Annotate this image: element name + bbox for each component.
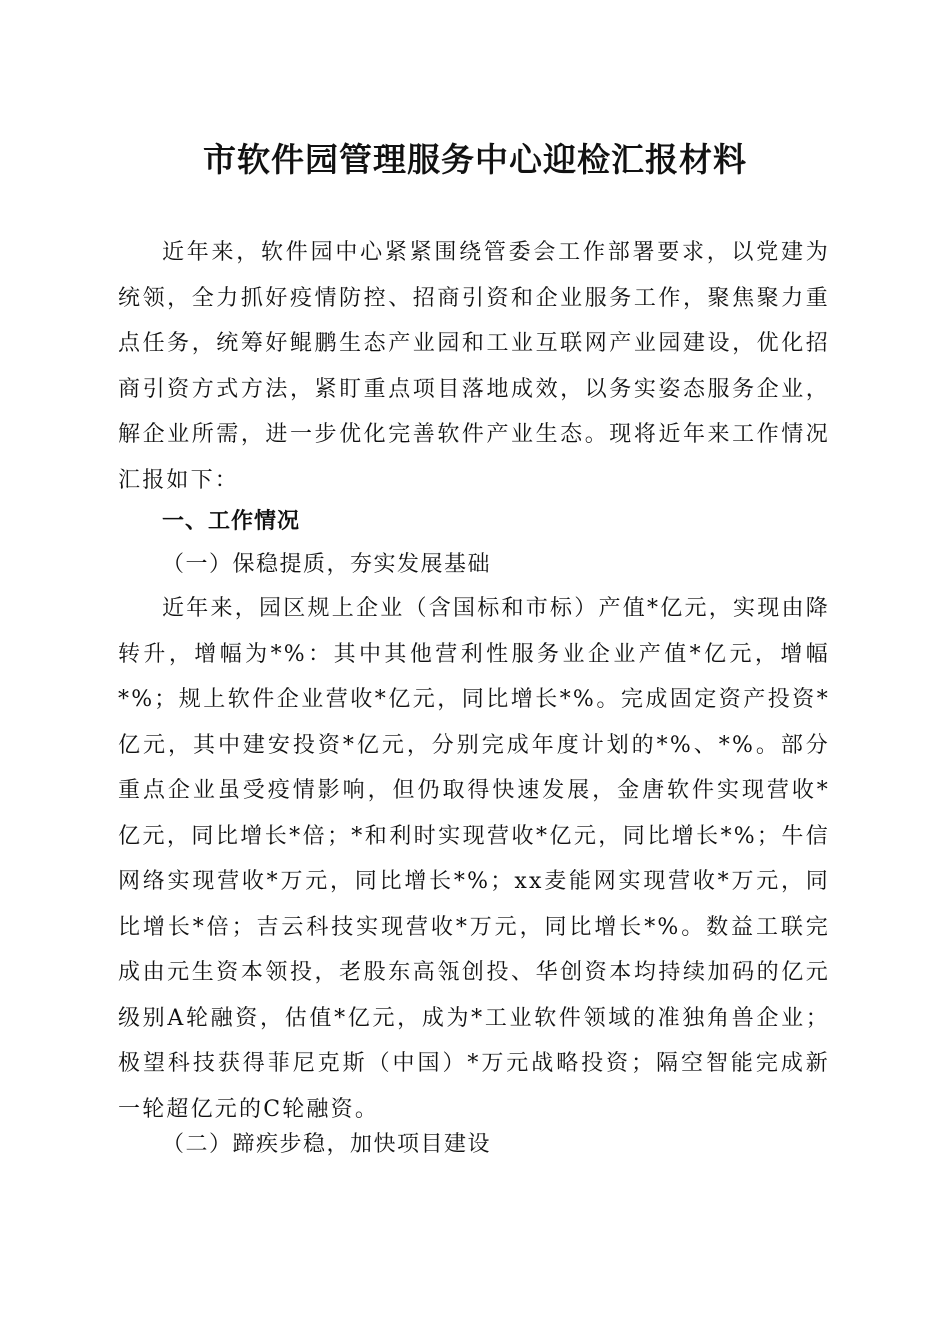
section-heading-work-status: 一、工作情况 [162, 509, 301, 534]
subsection-heading-stability: （一）保稳提质，夯实发展基础 [162, 552, 492, 577]
document-title: 市软件园管理服务中心迎检汇报材料 [203, 140, 747, 179]
intro-paragraph: 近年来，软件园中心紧紧围绕管委会工作部署要求，以党建为统领，全力抓好疫情防控、招商引资和企业服务工作，聚焦聚力重点任务，统筹好鲲鹏生态产业园和工业互联网产业园建设，优化招商引资方式方法，紧盯重点项目落地成效，以务实姿态服务企业，解企业所需，进一步优化完善软件产业生态。现将近年来工作情况汇报如下： [118, 240, 830, 493]
subsection-body-paragraph: 近年来，园区规上企业（含国标和市标）产值*亿元，实现由降转升，增幅为*%：其中其他营利性服务业企业产值*亿元，增幅*%；规上软件企业营收*亿元，同比增长*%。完成固定资产投资*亿元，其中建安投资*亿元，分别完成年度计划的*%、*%。部分重点企业虽受疫情影响，但仍取得快速发展，金唐软件实现营收*亿元，同比增长*倍；*和利时实现营收*亿元，同比增长*%；牛信网络实现营收*万元，同比增长*%；xx麦能网实现营收*万元，同比增长*倍；吉云科技实现营收*万元，同比增长*%。数益工联完成由元生资本领投，老股东高瓴创投、华创资本均持续加码的亿元级别A轮融资，估值*亿元，成为*工业软件领域的准独角兽企业；极望科技获得菲尼克斯（中国）*万元战略投资；隔空智能完成新一轮超亿元的C轮融资。 [118, 596, 830, 1122]
subsection-heading-project-construction: （二）蹄疾步稳，加快项目建设 [162, 1132, 492, 1157]
